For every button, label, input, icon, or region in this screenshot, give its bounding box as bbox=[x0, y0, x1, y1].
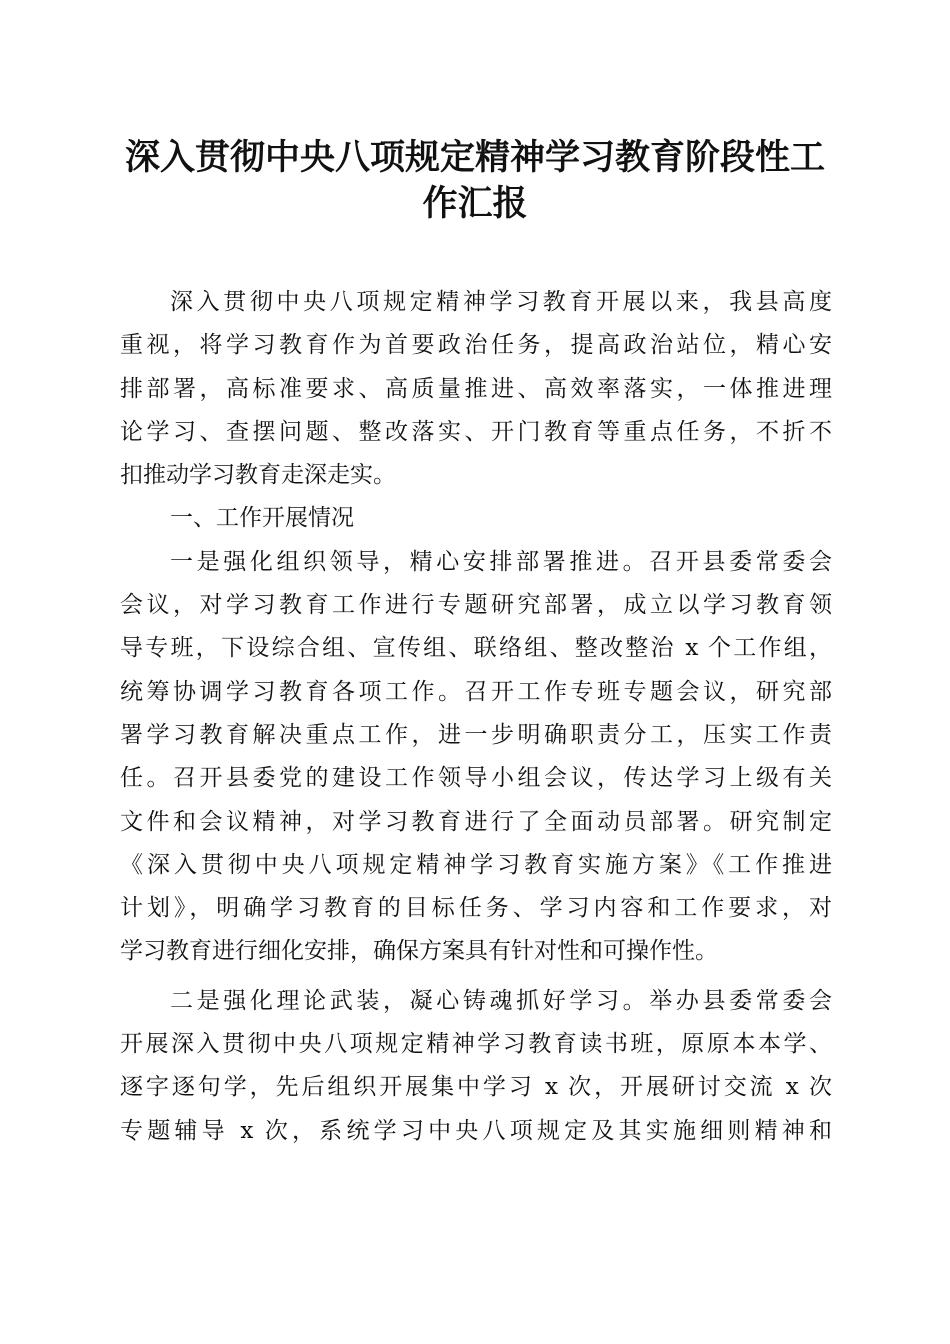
text-line: 署学习教育解决重点工作，进一步明确职责分工，压实工作责 bbox=[120, 721, 832, 748]
text-line: 论学习、查摆问题、整改落实、开门教育等重点任务，不折不 bbox=[120, 418, 832, 445]
title-line: 深入贯彻中央八项规定精神学习教育阶段性工 bbox=[124, 137, 825, 178]
intro-paragraph bbox=[120, 281, 832, 497]
document-title bbox=[110, 135, 840, 227]
text-line: 二是强化理论武装，凝心铸魂抓好学习。举办县委常委会 bbox=[170, 987, 832, 1014]
text-line: 一是强化组织领导，精心安排部署推进。召开县委常委会 bbox=[170, 548, 832, 575]
text-line: 计划》，明确学习教育的目标任务、学习内容和工作要求，对 bbox=[120, 895, 832, 922]
paragraph-organization bbox=[120, 541, 832, 974]
text-line: 文件和会议精神，对学习教育进行了全面动员部署。研究制定 bbox=[120, 808, 832, 835]
text-line: 统筹协调学习教育各项工作。召开工作专班专题会议，研究部 bbox=[120, 678, 832, 705]
section-heading: 一、工作开展情况 bbox=[170, 505, 354, 532]
text-line: 会议，对学习教育工作进行专题研究部署，成立以学习教育领 bbox=[120, 592, 832, 619]
text-line: 扣推动学习教育走深走实。 bbox=[120, 462, 396, 489]
text-line: 逐字逐句学，先后组织开展集中学习 x 次，开展研讨交流 x 次 bbox=[120, 1074, 832, 1101]
text-line: 学习教育进行细化安排，确保方案具有针对性和可操作性。 bbox=[120, 938, 718, 965]
text-line: 任。召开县委党的建设工作领导小组会议，传达学习上级有关 bbox=[120, 765, 832, 792]
text-line: 排部署，高标准要求、高质量推进、高效率落实，一体推进理 bbox=[120, 375, 832, 402]
text-line: 深入贯彻中央八项规定精神学习教育开展以来，我县高度 bbox=[170, 289, 832, 315]
paragraph-theory bbox=[120, 980, 832, 1153]
text-line: 导专班，下设综合组、宣传组、联络组、整改整治 x 个工作组， bbox=[120, 635, 832, 662]
title-line: 作汇报 bbox=[422, 183, 528, 224]
text-line: 专题辅导 x 次，系统学习中央八项规定及其实施细则精神和 bbox=[120, 1117, 832, 1144]
document-body bbox=[120, 281, 832, 1153]
text-line: 开展深入贯彻中央八项规定精神学习教育读书班，原原本本学、 bbox=[120, 1031, 832, 1058]
text-line: 重视，将学习教育作为首要政治任务，提高政治站位，精心安 bbox=[120, 332, 832, 359]
text-line: 《深入贯彻中央八项规定精神学习教育实施方案》《工作推进 bbox=[120, 851, 832, 878]
